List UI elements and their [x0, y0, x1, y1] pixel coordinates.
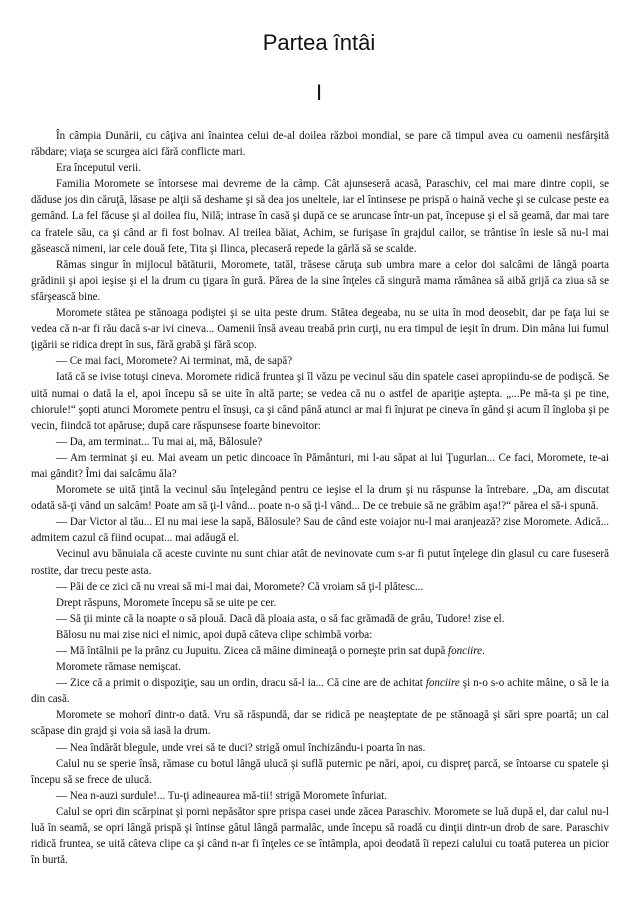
paragraph [31, 804, 609, 868]
paragraph [31, 369, 609, 433]
paragraph [31, 128, 609, 160]
paragraph-text: Moromete se uită ţintă la vecinul său înţelegând pentru ce ieşise el la drum şi nu răspunse la întrebare. „Da, am discutat odată să-ţi vând un salcâm! Poate am să ţi-l vând... poate n-o să ţi-l vând... De ce trebuie să ne grăbim aşa!?“ părea el să-i spună. [31, 484, 609, 513]
paragraph [31, 643, 609, 659]
paragraph-text: Moromete stătea pe stănoaga podiştei şi se uita peste drum. Stătea degeaba, nu se uita în mod deosebit, dar pe faţa lui se vedea că n-ar fi rău dacă s-ar ivi cineva... Oamenii însă aveau treabă prin curţi, nu era timpul de ieşit în drum. Din mâna lui fumul ţigării se ridica drept în sus, fără grabă şi fără scop. [31, 307, 609, 352]
paragraph [31, 595, 609, 611]
paragraph-text: În câmpia Dunării, cu câţiva ani înaintea celui de-al doilea război mondial, se pare că timpul avea cu oamenii nesfârşită răbdare; viaţa se scurgea aici fără conflicte mari. [31, 130, 609, 159]
paragraph [31, 514, 609, 546]
paragraph-text: Moromete rămase nemişcat. [56, 661, 181, 674]
paragraph [31, 353, 609, 369]
paragraph-text: Rămas singur în mijlocul bătăturii, Moromete, tatăl, trăsese căruţa sub umbra mare a celor doi salcâmi de lângă poarta grădinii şi apoi ieşise şi el la drum cu ţigara în gură. Părea de la sine înţeles că singură mama rămânea să aibă grijă ca ziua să se sfârşească bine. [31, 258, 609, 303]
paragraph [31, 176, 609, 256]
paragraph [31, 482, 609, 514]
paragraph-text: — Ce mai faci, Moromete? Ai terminat, mă, de sapă? [56, 355, 293, 368]
paragraph [31, 627, 609, 643]
paragraph-text: Calul se opri din scărpinat şi porni nepăsător spre prispa casei unde zăcea Paraschiv. Moromete se luă după el, dar calul nu-l luă în seamă, se opri lângă prispă şi întinse gâtul lângă parmalâc, unde începu să roadă cu dinţii dintr-un drob de sare. Paraschiv ridică fruntea, se uită câteva clipe ca şi când n-ar fi înţeles ce se întâmpla, apoi deodată îi repezi calului cu toată puterea un picior în burtă. [31, 805, 609, 867]
paragraph-text: Vecinul avu bănuiala că aceste cuvinte nu sunt chiar atât de nevinovate cum s-ar fi putut înţelege din glasul cu care fuseseră rostite, dar trecu peste asta. [31, 548, 609, 577]
paragraph-text: şi n-o s-o achite mâine, o să le ia din casă. [31, 677, 609, 706]
paragraph [31, 160, 609, 176]
part-title: Partea întâi [262, 30, 376, 55]
paragraph-text: — Mă întâlnii pe la prânz cu Jupuitu. Zicea că mâine dimineaţă o porneşte prin sat după [56, 645, 449, 657]
paragraph-text: — Am terminat şi eu. Mai aveam un petic dincoace în Pământuri, mi l-au săpat ai lui Ţugurlan... Ce faci, Moromete, te-ai mai gândit? Îmi dai salcâmu ăla? [31, 451, 609, 480]
paragraph-text: — Păi de ce zici că nu vreai să mi-l mai dai, Moromete? Că vroiam să ţi-l plătesc... [56, 580, 424, 593]
paragraph-text: Bălosu nu mai zise nici el nimic, apoi după câteva clipe schimbă vorba: [56, 628, 373, 641]
paragraph-text: Era începutul verii. [56, 162, 141, 175]
paragraph [31, 611, 609, 627]
paragraph-text: Drept răspuns, Moromete începu să se uite pe cer. [56, 596, 277, 609]
paragraph [31, 305, 609, 353]
paragraph-text: — Să ţii minte că la noapte o să plouă. Dacă dă ploaia asta, o să fac grămadă de grâu, Tudore! zise el. [56, 612, 505, 625]
paragraph [31, 450, 609, 482]
italic-term: fonciire [448, 645, 482, 657]
paragraph-text: Calul nu se sperie însă, rămase cu botul lângă ulucă şi suflă puternic pe nări, apoi, cu dispreţ parcă, se întoarse cu spatele şi începu să se frece de ulucă. [31, 757, 609, 786]
paragraph-text: . [482, 645, 485, 657]
paragraph-text: — Nea n-auzi surdule!... Tu-ţi adineaurea mă-tii! strigă Moromete înfuriat. [56, 789, 388, 802]
paragraph-text: — Nea îndărăt blegule, unde vrei să te duci? strigă omul închizându-i poarta în nas. [56, 741, 426, 754]
paragraph [31, 740, 609, 756]
paragraph [31, 434, 609, 450]
paragraph [31, 756, 609, 788]
paragraph [31, 257, 609, 305]
paragraph [31, 579, 609, 595]
italic-term: fonciire [425, 677, 460, 690]
paragraph [31, 546, 609, 578]
paragraph-text: Familia Moromete se întorsese mai devreme de la câmp. Cât ajunseseră acasă, Paraschiv, cel mai mare dintre copii, se dăduse jos din căruţă, lăsase pe alţii să deshame şi să dea jos uneltele, iar el întinsese pe prispă o haină veche şi se culcase peste ea gemând. La fel făcuse şi al doilea fiu, Nilă; intrase în casă şi după ce se aruncase într-un pat, începuse şi el să geamă, dar mai tare ca fratele său, ca şi când ar fi fost bolnav. Al treilea băiat, Achim, se furişase în grajdul cailor, se trântise în iesle să nu-l mai găsească nimeni, iar cele două fete, Tita şi Ilinca, plecaseră repede la gârlă să se scalde. [31, 178, 609, 255]
paragraph-text: — Da, am terminat... Tu mai ai, mă, Bălosule? [56, 435, 263, 448]
paragraph-text: Iată că se ivise totuşi cineva. Moromete ridică fruntea şi îl văzu pe vecinul său din spatele casei apropiindu-se de podişcă. Se uită numai o dată la el, apoi începu să se uite în altă parte; se vedea că nu o astfel de apariţie aştepta. „...Pe mă-ta şi pe tine, chiorule!“ şopti atunci Moromete pentru el însuşi, ca şi când până atunci ar mai fi înjurat pe cineva în gând şi acum îl îngloba şi pe vecin, fiindcă tot apăruse; după care răspunsese foarte binevoitor: [31, 371, 609, 432]
paragraph-text: — Dar Victor al tău... El nu mai iese la sapă, Bălosule? Sau de când este voiajor nu-l mai aranjează? zise Moromete. Adică... admitem cazul că fiind ocupat... mai adăugă el. [31, 516, 609, 545]
paragraph-text: Moromete se mohorî dintr-o dată. Vru să răspundă, dar se ridică pe neaşteptate de pe stănoagă şi sări spre poartă; un cal scăpase din grajd şi voia să iasă la drum. [31, 709, 609, 738]
paragraph [31, 707, 609, 739]
paragraph [31, 659, 609, 675]
paragraph [31, 788, 609, 804]
chapter-number: I [315, 80, 323, 105]
paragraph-text: — Zice că a primit o dispoziţie, sau un ordin, dracu să-l ia... Că cine are de achitat [56, 677, 426, 690]
body-text [31, 128, 609, 868]
paragraph [31, 675, 609, 707]
